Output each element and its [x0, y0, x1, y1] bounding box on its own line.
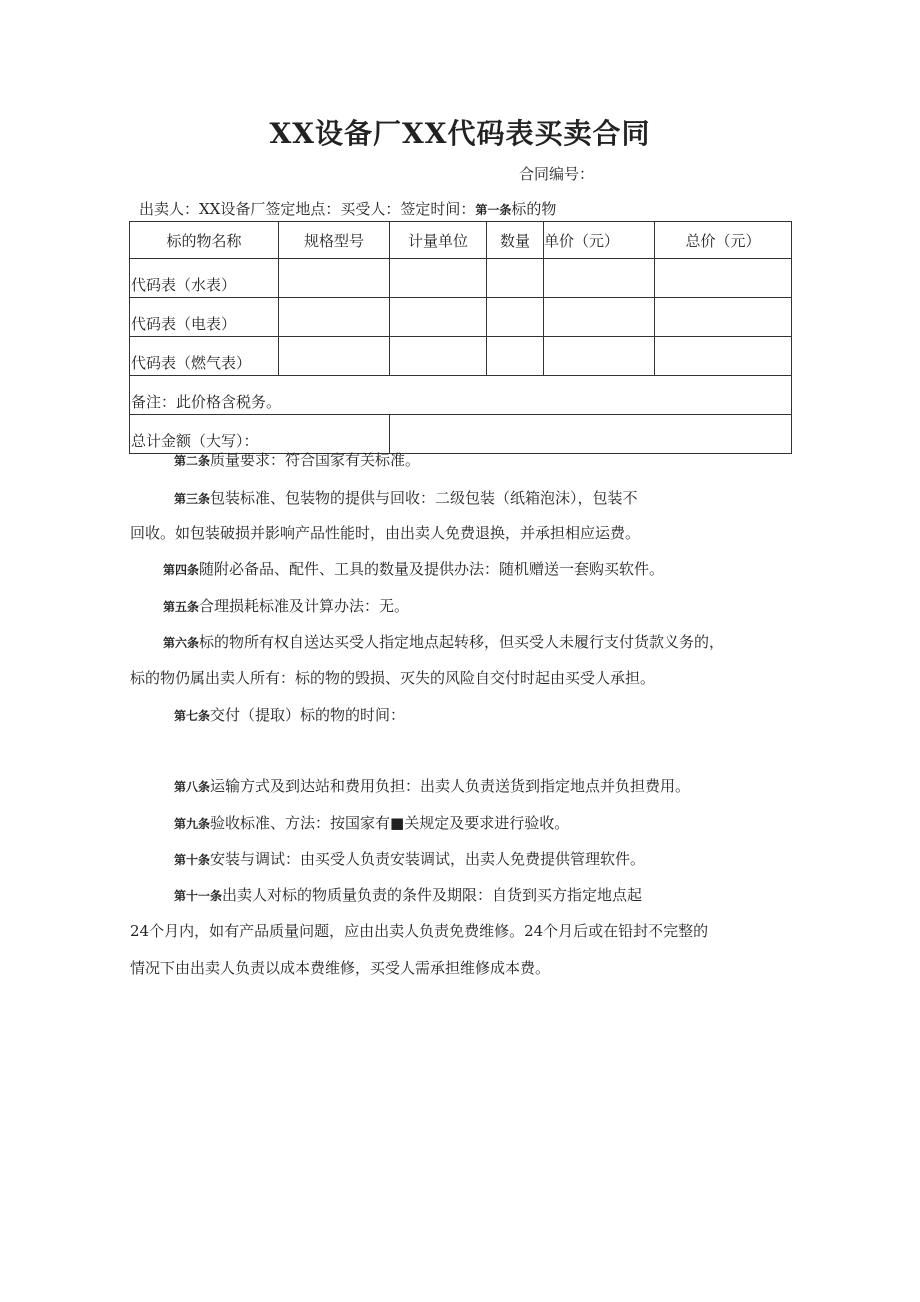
article-3-continued: 回收。如包装破损并影响产品性能时，由出卖人免费退换，并承担相应运费。	[130, 524, 641, 542]
article-label: 第三条	[174, 492, 211, 506]
article-2	[174, 449, 420, 470]
article-label: 第七条	[174, 709, 211, 723]
article-label: 第八条	[174, 780, 211, 794]
cell-total-price	[655, 259, 792, 298]
article-label: 第十一条	[174, 889, 223, 903]
article-text: 随附必备品、配件、工具的数量及提供办法：随机赠送一套购买软件。	[199, 560, 665, 578]
cell-quantity	[487, 337, 544, 376]
article-text: 标的物所有权自送达买受人指定地点起转移，但买受人未履行支付货款义务的，	[199, 633, 725, 651]
article-11	[174, 884, 642, 905]
cell-spec	[279, 298, 390, 337]
row-item-name: 代码表（电表）	[130, 298, 279, 337]
article-6	[163, 631, 724, 652]
article-label: 第五条	[163, 600, 200, 614]
article-10	[174, 848, 645, 869]
table-row	[130, 298, 792, 337]
cell-unit	[390, 337, 487, 376]
cell-unit-price	[544, 298, 655, 337]
article-6-continued: 标的物仍属出卖人所有：标的物的毁损、灭失的风险自交付时起由买受人承担。	[130, 669, 656, 687]
row-item-name: 代码表（水表）	[130, 259, 279, 298]
article-text: 交付（提取）标的物的时间：	[210, 706, 406, 724]
cell-unit-price	[544, 337, 655, 376]
article-1-text: 标的物	[511, 200, 557, 218]
article-text: 出卖人对标的物质量负责的条件及期限：自货到买方指定地点起	[222, 886, 643, 904]
total-amount-value	[390, 415, 792, 454]
header-unit: 计量单位	[390, 222, 487, 259]
article-1-label: 第一条	[475, 203, 512, 217]
header-item-name: 标的物名称	[130, 222, 279, 259]
cell-quantity	[487, 298, 544, 337]
article-label: 第九条	[174, 817, 211, 831]
article-3	[174, 487, 638, 508]
parties-line	[139, 198, 556, 219]
remark-row	[130, 376, 792, 415]
table-row	[130, 259, 792, 298]
header-unit-price: 单价（元）	[544, 222, 655, 259]
cell-quantity	[487, 259, 544, 298]
article-text: 运输方式及到达站和费用负担：出卖人负责送货到指定地点并负担费用。	[210, 777, 691, 795]
article-label: 第四条	[163, 563, 200, 577]
header-spec: 规格型号	[279, 222, 390, 259]
article-label: 第十条	[174, 853, 211, 867]
article-text: 合理损耗标准及计算办法：无。	[199, 597, 410, 615]
document-title: XX设备厂XX代码表买卖合同	[269, 117, 651, 150]
cell-total-price	[655, 337, 792, 376]
article-8	[174, 775, 690, 796]
article-text: 安装与调试：由买受人负责安装调试，出卖人免费提供管理软件。	[210, 850, 646, 868]
goods-table	[129, 221, 792, 454]
cell-total-price	[655, 298, 792, 337]
article-4	[163, 558, 664, 579]
article-label: 第二条	[174, 454, 211, 468]
article-text: 验收标准、方法：按国家有■关规定及要求进行验收。	[210, 814, 570, 832]
parties-text: 出卖人：XX设备厂签定地点：买受人：签定时间：	[139, 200, 476, 218]
article-9	[174, 812, 569, 833]
article-text: 包装标准、包装物的提供与回收：二级包装（纸箱泡沫），包装不	[210, 489, 638, 507]
cell-unit	[390, 298, 487, 337]
article-11-continued: 24个月内，如有产品质量问题，应由出卖人负责免费维修。24个月后或在铅封不完整的	[130, 922, 709, 940]
table-row	[130, 337, 792, 376]
article-5	[163, 595, 409, 616]
article-label: 第六条	[163, 636, 200, 650]
cell-spec	[279, 337, 390, 376]
table-header-row	[130, 222, 792, 259]
article-text: 质量要求：符合国家有关标准。	[210, 451, 421, 469]
article-11-continued-2: 情况下由出卖人负责以成本费维修，买受人需承担维修成本费。	[130, 959, 551, 977]
remark-text: 备注：此价格含税务。	[130, 376, 792, 415]
contract-number-label: 合同编号：	[519, 165, 595, 183]
cell-unit-price	[544, 259, 655, 298]
article-7	[174, 704, 405, 725]
cell-unit	[390, 259, 487, 298]
total-row	[130, 415, 792, 454]
total-amount-label: 总计金额（大写）：	[130, 415, 390, 454]
row-item-name: 代码表（燃气表）	[130, 337, 279, 376]
cell-spec	[279, 259, 390, 298]
header-total-price: 总价（元）	[655, 222, 792, 259]
header-quantity: 数量	[487, 222, 544, 259]
